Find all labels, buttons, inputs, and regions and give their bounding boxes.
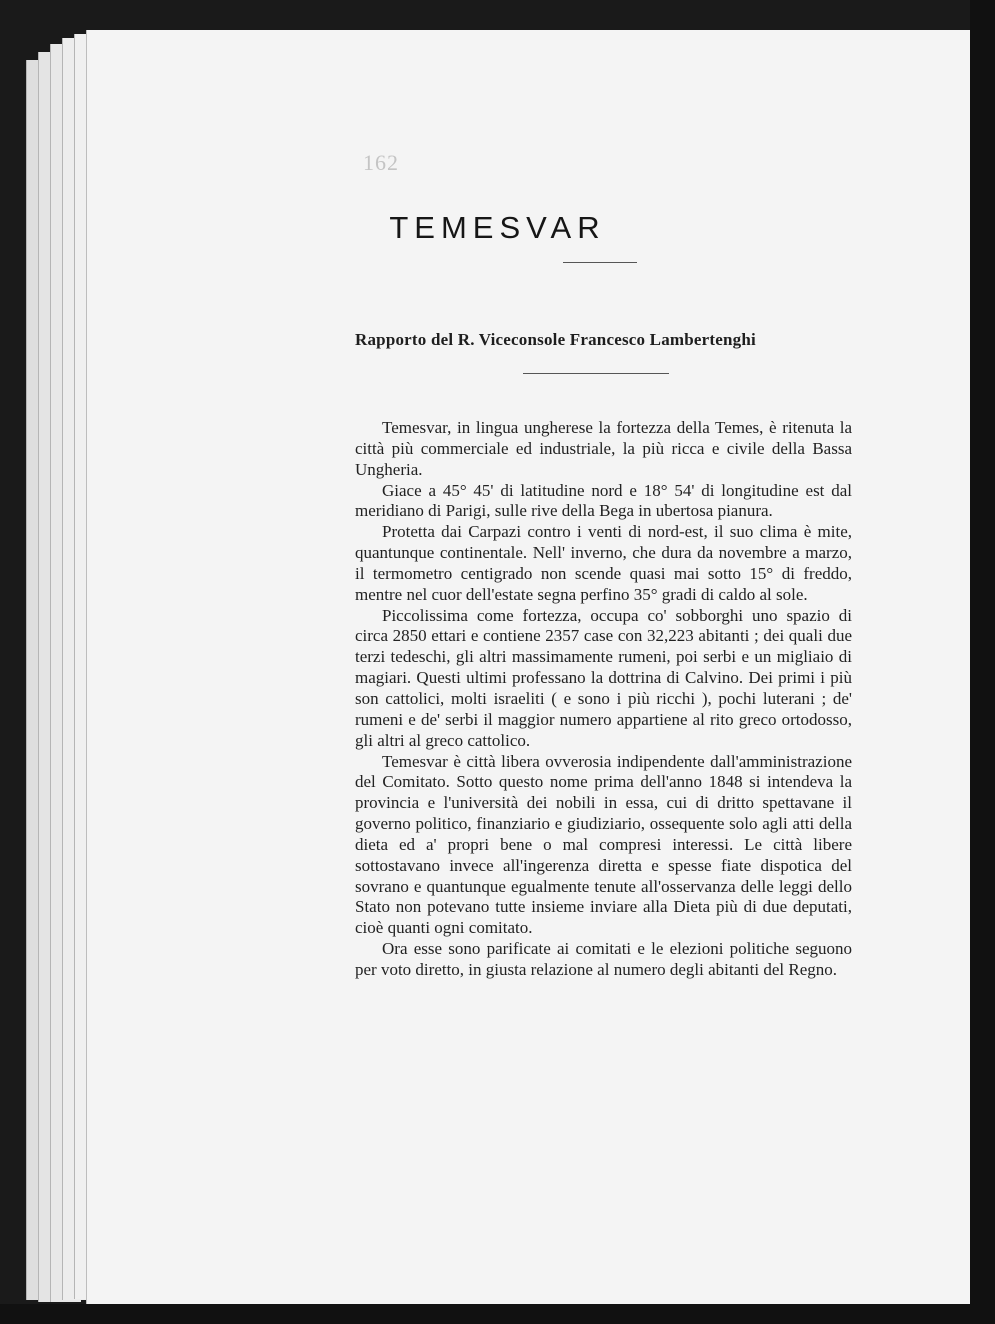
report-subtitle: Rapporto del R. Viceconsole Francesco Lambertenghi [355, 330, 756, 349]
scan-border [0, 1304, 995, 1324]
page-title: TEMESVAR [389, 210, 606, 245]
divider [563, 262, 637, 263]
paragraph: Temesvar, in lingua ungherese la fortezza della Temes, è ritenuta la città più commerciale ed industriale, la più ricca e civile della Bassa Ungheria. [355, 418, 852, 479]
paragraph: Piccolissima come fortezza, occupa co' sobborghi uno spazio di circa 2850 ettari e contiene 2357 case con 32,223 abitanti ; dei quali due terzi tedeschi, gli altri massimamente rumeni, poi serbi e un migliaio di magiari. Questi ultimi professano la dottrina di Calvino. Dei primi i più son cattolici, molti israeliti ( e sono i più ricchi ), pochi luterani ; de' rumeni e de' serbi il maggior numero appartiene al rito greco ortodosso, gli altri al greco cattolico. [355, 605, 852, 750]
paragraph: Temesvar è città libera ovverosia indipendente dall'amministrazione del Comitato. Sotto questo nome prima dell'anno 1848 si intendeva la provincia e l'università dei nobili in essa, cui di dritto spettavane il governo politico, finanziario e giudiziario, ossequente solo agli atti della dieta ed a' propri bene o mal compresi interessi. Le città libere sottostavano invece all'ingerenza diretta e spesse fiate dispotica del sovrano e quantunque egualmente tenute all'osservanza delle leggi dello Stato non potevano tutte insieme inviare alla Dieta più di due deputati, cioè quanti ogni comitato. [355, 751, 852, 938]
body-text [355, 418, 852, 981]
paragraph: Protetta dai Carpazi contro i venti di nord-est, il suo clima è mite, quantunque continentale. Nell' inverno, che dura da novembre a marzo, il termometro centigrado non scende quasi mai sotto 15° di freddo, mentre nel cuor dell'estate segna perfino 35° gradi di caldo al sole. [355, 522, 852, 604]
paragraph: Giace a 45° 45' di latitudine nord e 18° 54' di longitudine est dal meridiano di Parigi, sulle rive della Bega in ubertosa pianura. [355, 480, 852, 521]
divider [523, 373, 669, 374]
page-number: 162 [363, 150, 399, 175]
paragraph: Ora esse sono parificate ai comitati e le elezioni politiche seguono per voto diretto, in giusta relazione al numero degli abitanti del Regno. [355, 939, 852, 979]
scan-border [970, 0, 995, 1324]
